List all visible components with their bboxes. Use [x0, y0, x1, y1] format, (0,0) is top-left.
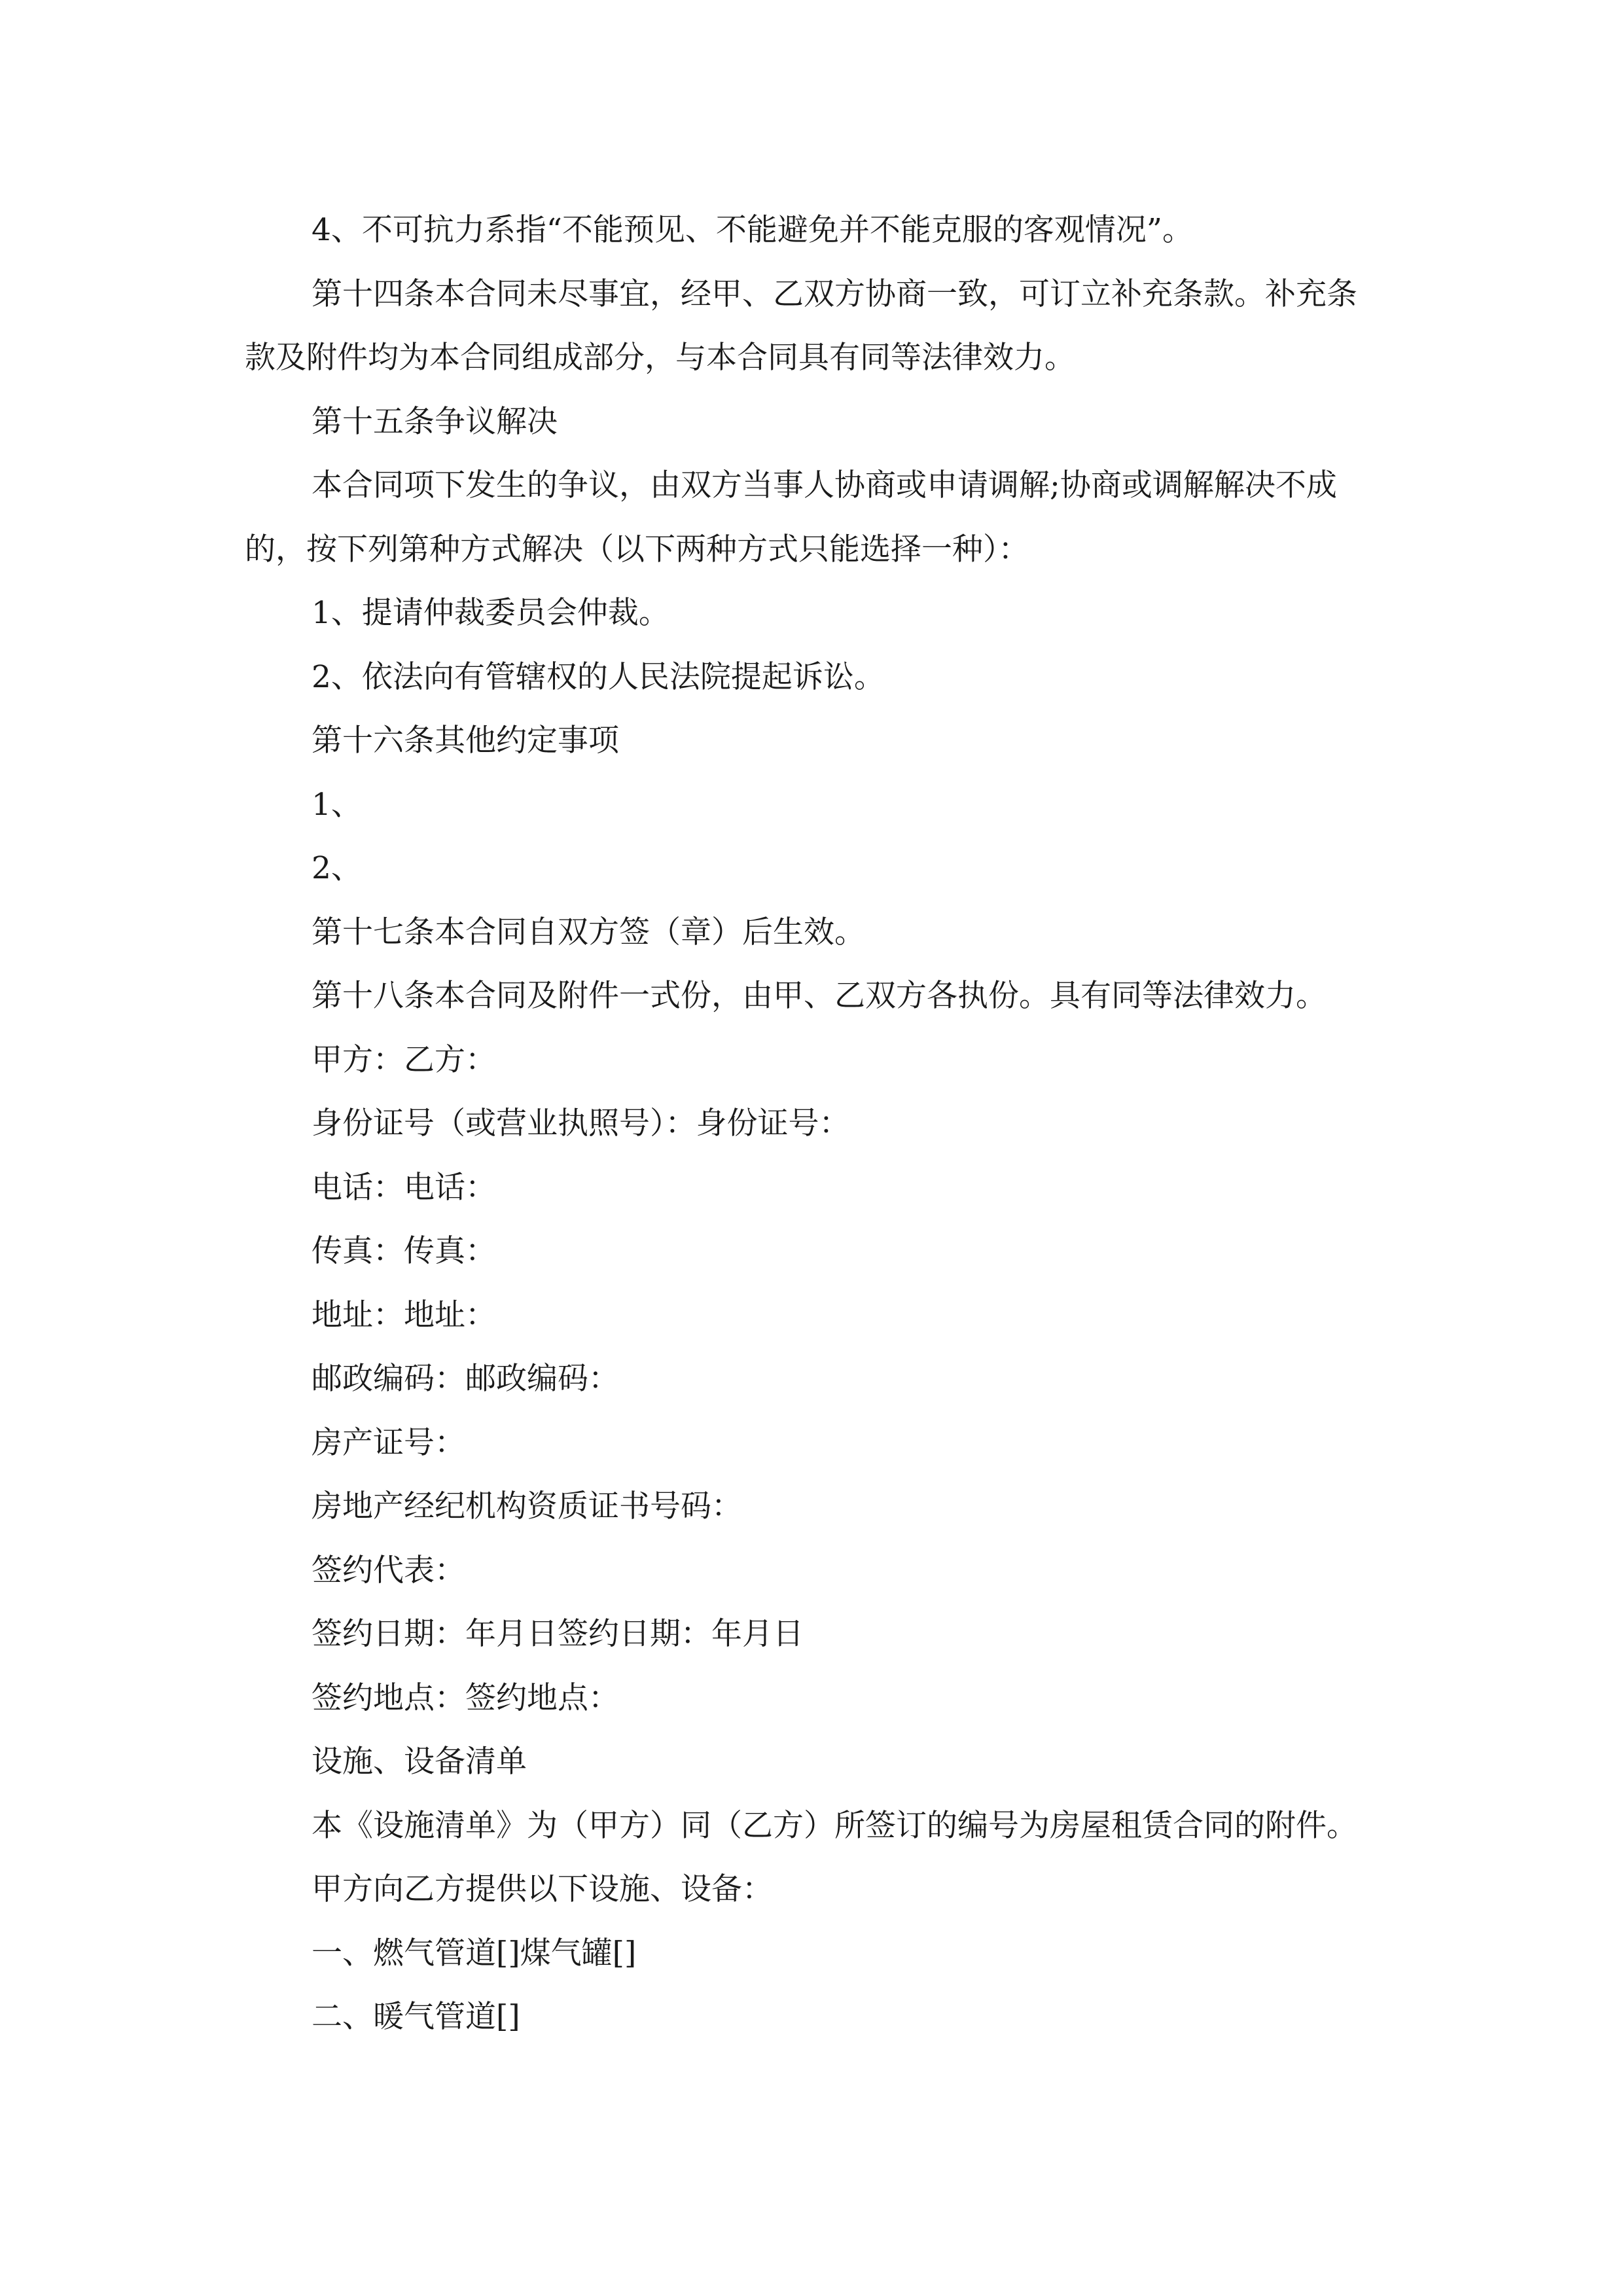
paragraph-article-15-heading: 第十五条争议解决 [312, 403, 558, 440]
paragraph-address: 地址：地址： [312, 1297, 496, 1333]
paragraph-article-16-heading: 第十六条其他约定事项 [312, 723, 619, 759]
paragraph-option-litigation: 2、依法向有管辖权的人民法院提起诉讼。 [312, 658, 885, 695]
paragraph-parties: 甲方：乙方： [312, 1041, 496, 1078]
paragraph-signing-date: 签约日期：年月日签约日期：年月日 [312, 1616, 804, 1652]
paragraph-other-item-1: 1、 [312, 786, 362, 823]
document-body [245, 198, 1383, 2049]
paragraph-id-number: 身份证号（或营业执照号）：身份证号： [312, 1105, 850, 1141]
paragraph-signing-representative: 签约代表： [312, 1552, 465, 1588]
paragraph-dispute-resolution: 本合同项下发生的争议，由双方当事人协商或申请调解;协商或调解解决不成的，按下列第种方式解决（以下两种方式只能选择一种）： [245, 467, 1337, 567]
paragraph-article-17: 第十七条本合同自双方签（章）后生效。 [312, 914, 865, 950]
paragraph-option-arbitration: 1、提请仲裁委员会仲裁。 [312, 595, 669, 631]
paragraph-article-14: 第十四条本合同未尽事宜，经甲、乙双方协商一致，可订立补充条款。补充条款及附件均为本合同组成部分，与本合同具有同等法律效力。 [245, 276, 1357, 376]
paragraph-signing-location: 签约地点：签约地点： [312, 1679, 619, 1716]
paragraph-facilities-provided: 甲方向乙方提供以下设施、设备： [312, 1871, 773, 1907]
paragraph-fax: 传真：传真： [312, 1233, 496, 1269]
paragraph-facilities-list-intro: 本《设施清单》为（甲方）同（乙方）所签订的编号为房屋租赁合同的附件。 [312, 1807, 1357, 1844]
paragraph-heating-items: 二、暖气管道[] [312, 1999, 520, 2035]
paragraph-property-certificate: 房产证号： [312, 1424, 465, 1461]
paragraph-gas-items: 一、燃气管道[]煤气罐[] [312, 1935, 637, 1971]
paragraph-postal-code: 邮政编码：邮政编码： [312, 1361, 619, 1397]
paragraph-article-18: 第十八条本合同及附件一式份，由甲、乙双方各执份。具有同等法律效力。 [312, 978, 1327, 1014]
paragraph-phone: 电话：电话： [312, 1169, 496, 1206]
paragraph-other-item-2: 2、 [312, 850, 362, 886]
paragraph-force-majeure-definition: 4、不可抗力系指“不能预见、不能避免并不能克服的客观情况”。 [312, 212, 1193, 248]
paragraph-agency-certificate: 房地产经纪机构资质证书号码： [312, 1488, 742, 1524]
paragraph-facilities-heading: 设施、设备清单 [312, 1744, 527, 1780]
